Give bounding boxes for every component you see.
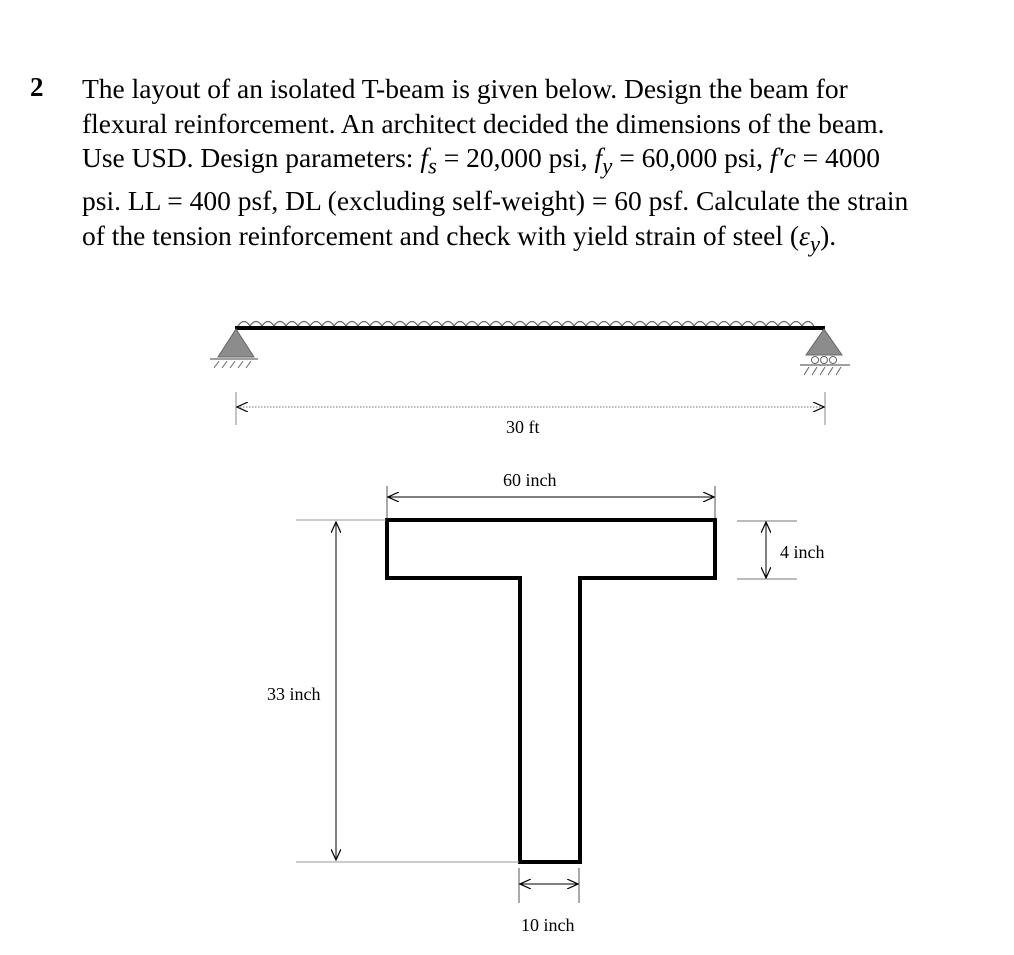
flange-width-label: 60 inch <box>503 470 557 490</box>
line3-prefix: Use USD. Design parameters: <box>82 142 421 173</box>
fc-value: = 4000 <box>795 142 881 173</box>
total-depth-label: 33 inch <box>267 684 321 704</box>
question-line-1: The layout of an isolated T-beam is given below. Design the beam for <box>82 73 848 104</box>
fy-subscript: y <box>602 153 613 179</box>
fy-value: = 60,000 psi, <box>612 142 770 173</box>
flange-thickness-label: 4 inch <box>780 542 825 562</box>
fy-symbol: f <box>594 142 603 173</box>
web-width-dimension <box>519 868 579 903</box>
question-line-2: flexural reinforcement. An architect decided the dimensions of the beam. <box>82 107 885 139</box>
question-line-4: psi. LL = 400 psf, DL (excluding self-weight) = 60 psf. Calculate the strain <box>82 185 909 216</box>
roller-support <box>800 329 850 375</box>
fs-subscript: s <box>427 153 437 179</box>
flange-width-dimension <box>387 486 715 519</box>
epsilon-subscript: y <box>809 231 821 256</box>
line5-prefix: of the tension reinforcement and check with yield strain of steel ( <box>82 219 800 251</box>
line5-suffix: ). <box>820 219 837 251</box>
fc-symbol: f′c <box>769 142 796 173</box>
web-width-label: 10 inch <box>521 915 575 935</box>
t-beam-cross-section <box>387 520 715 862</box>
question-number: 2 <box>30 72 44 102</box>
fs-value: = 20,000 psi, <box>436 142 595 173</box>
pin-support <box>210 329 258 368</box>
fs-symbol: f <box>420 142 428 173</box>
distributed-load-wave <box>238 322 814 327</box>
span-label: 30 ft <box>506 417 540 437</box>
epsilon-symbol: ε <box>799 219 810 251</box>
